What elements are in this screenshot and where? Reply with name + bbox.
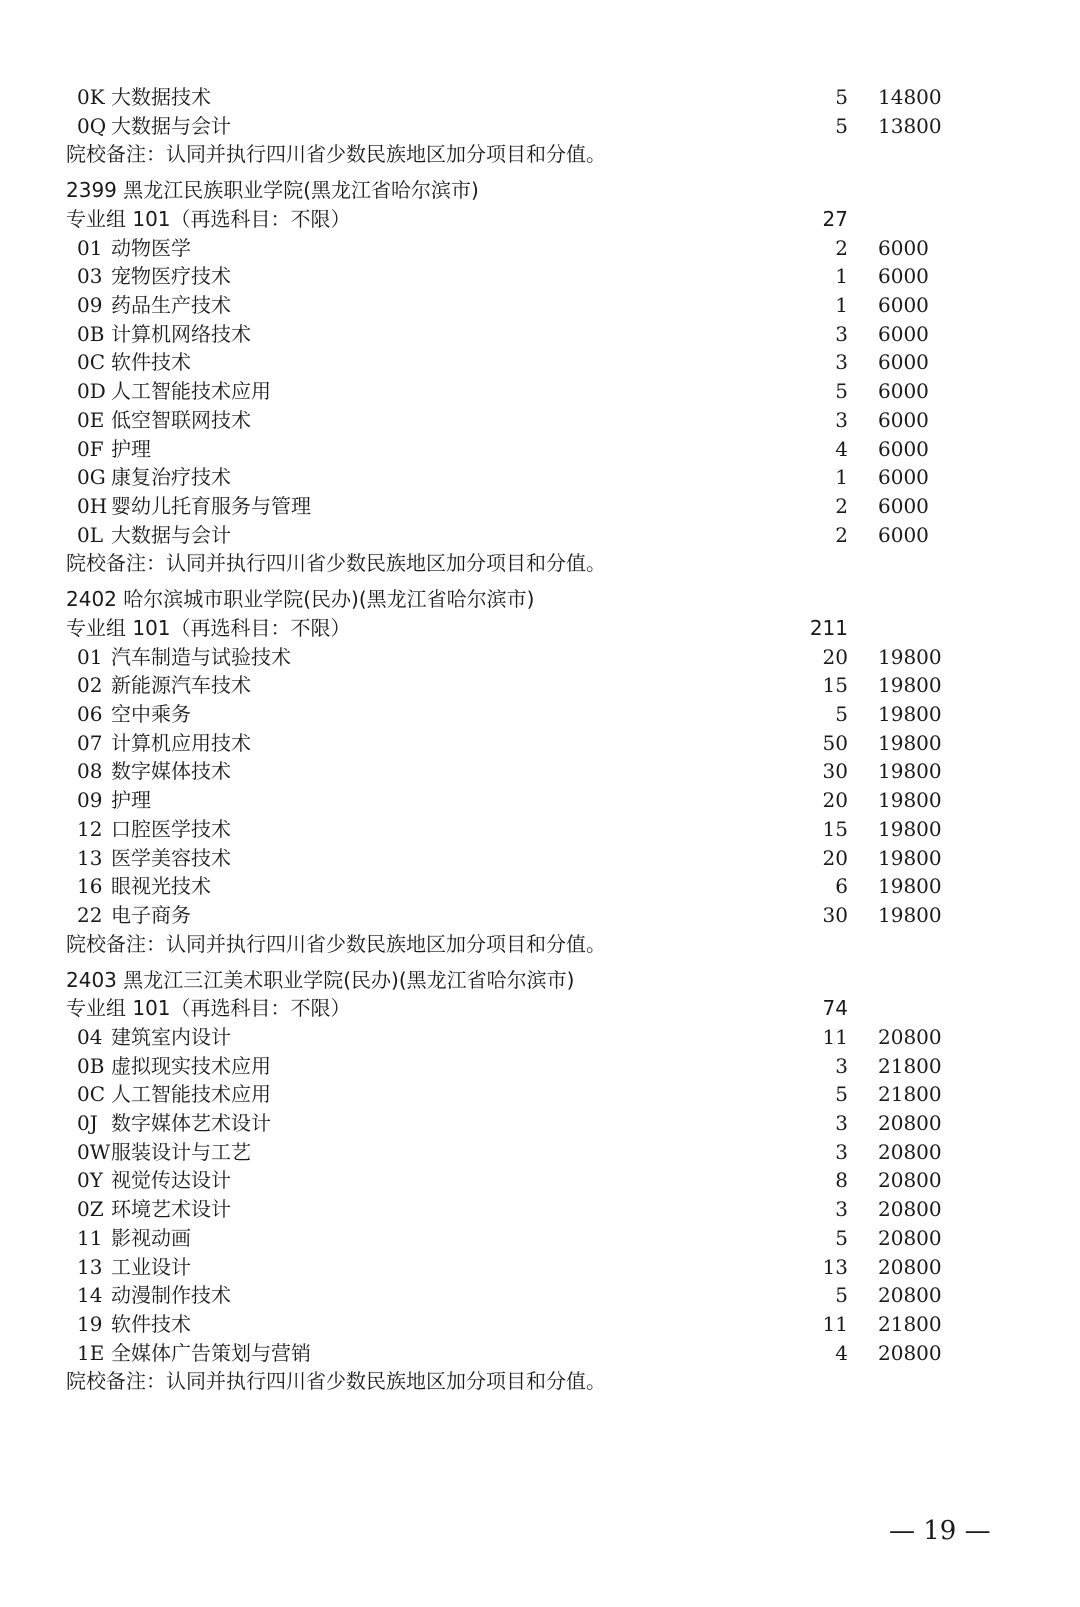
major-row (0, 901, 1080, 930)
school-note (0, 549, 1080, 578)
major-quota: 30 (822, 902, 848, 927)
major-code: 0J (77, 1111, 98, 1136)
major-name: 虚拟现实技术应用 (111, 1053, 271, 1078)
major-name: 动物医学 (111, 235, 191, 260)
major-code: 0Q (77, 113, 107, 138)
major-group-row (0, 205, 1080, 234)
major-code: 22 (77, 902, 103, 927)
major-code: 13 (77, 1254, 103, 1279)
major-row (0, 291, 1080, 320)
major-tuition: 20800 (878, 1283, 942, 1308)
major-tuition: 20800 (878, 1340, 942, 1365)
major-tuition: 20800 (878, 1024, 942, 1049)
major-code: 11 (77, 1225, 103, 1250)
major-row (0, 521, 1080, 550)
major-tuition: 19800 (878, 702, 942, 727)
school-note-label: 院校备注： (66, 142, 166, 167)
major-code: 09 (77, 788, 103, 813)
major-quota: 2 (835, 235, 848, 260)
major-name: 汽车制造与试验技术 (111, 644, 291, 669)
major-group-quota: 211 (809, 615, 848, 640)
major-quota: 3 (835, 1111, 848, 1136)
major-tuition: 19800 (878, 644, 942, 669)
major-name: 护理 (111, 436, 151, 461)
school-note-label: 院校备注： (66, 551, 166, 576)
major-row (0, 1224, 1080, 1253)
school-note-text (66, 930, 606, 959)
major-row (0, 757, 1080, 786)
major-tuition: 20800 (878, 1139, 942, 1164)
major-tuition: 6000 (878, 321, 929, 346)
major-tuition: 20800 (878, 1254, 942, 1279)
major-quota: 20 (822, 788, 848, 813)
major-row (0, 1023, 1080, 1052)
major-quota: 3 (835, 407, 848, 432)
major-code: 0W (77, 1139, 111, 1164)
school-note-content: 认同并执行四川省少数民族地区加分项目和分值。 (166, 142, 606, 167)
major-code: 0L (77, 522, 104, 547)
major-tuition: 21800 (878, 1082, 942, 1107)
major-code: 0C (77, 1082, 106, 1107)
major-tuition: 19800 (878, 874, 942, 899)
major-code: 14 (77, 1283, 103, 1308)
major-tuition: 6000 (878, 379, 929, 404)
major-group-label: 专业组 101（再选科目：不限） (66, 206, 351, 231)
major-name: 动漫制作技术 (111, 1283, 231, 1308)
school-note-content: 认同并执行四川省少数民族地区加分项目和分值。 (166, 551, 606, 576)
major-row (0, 729, 1080, 758)
major-row (0, 463, 1080, 492)
major-quota: 50 (822, 730, 848, 755)
school-note-text (66, 549, 606, 578)
major-group-label: 专业组 101（再选科目：不限） (66, 996, 351, 1021)
major-code: 13 (77, 845, 103, 870)
major-quota: 2 (835, 522, 848, 547)
major-name: 计算机网络技术 (111, 321, 251, 346)
major-group-label: 专业组 101（再选科目：不限） (66, 615, 351, 640)
major-code: 0G (77, 465, 106, 490)
school-note (0, 140, 1080, 169)
major-quota: 3 (835, 350, 848, 375)
major-code: 06 (77, 702, 103, 727)
major-quota: 1 (835, 465, 848, 490)
major-name: 数字媒体技术 (111, 759, 231, 784)
major-code: 0Z (77, 1197, 104, 1222)
major-row (0, 377, 1080, 406)
major-tuition: 19800 (878, 759, 942, 784)
major-name: 建筑室内设计 (111, 1024, 231, 1049)
major-quota: 3 (835, 321, 848, 346)
major-tuition: 21800 (878, 1311, 942, 1336)
major-row (0, 1166, 1080, 1195)
school-heading (0, 966, 1080, 995)
major-code: 01 (77, 235, 103, 260)
major-quota: 1 (835, 293, 848, 318)
major-tuition: 19800 (878, 673, 942, 698)
major-row (0, 320, 1080, 349)
major-name: 空中乘务 (111, 702, 191, 727)
major-name: 环境艺术设计 (111, 1197, 231, 1222)
major-tuition: 20800 (878, 1225, 942, 1250)
major-row (0, 1310, 1080, 1339)
major-quota: 20 (822, 845, 848, 870)
major-row (0, 844, 1080, 873)
major-code: 07 (77, 730, 103, 755)
major-quota: 11 (822, 1311, 848, 1336)
major-quota: 30 (822, 759, 848, 784)
major-row (0, 1138, 1080, 1167)
major-name: 新能源汽车技术 (111, 673, 251, 698)
major-tuition: 19800 (878, 845, 942, 870)
major-code: 01 (77, 644, 103, 669)
major-row (0, 348, 1080, 377)
school-note-label: 院校备注： (66, 931, 166, 956)
major-tuition: 20800 (878, 1168, 942, 1193)
school-note-content: 认同并执行四川省少数民族地区加分项目和分值。 (166, 931, 606, 956)
major-name: 人工智能技术应用 (111, 1082, 271, 1107)
major-tuition: 6000 (878, 493, 929, 518)
major-quota: 5 (835, 85, 848, 109)
major-row (0, 1109, 1080, 1138)
major-name: 宠物医疗技术 (111, 264, 231, 289)
major-name: 医学美容技术 (111, 845, 231, 870)
major-quota: 6 (835, 874, 848, 899)
major-quota: 20 (822, 644, 848, 669)
major-name: 全媒体广告策划与营销 (111, 1340, 311, 1365)
major-row (0, 872, 1080, 901)
major-row (0, 492, 1080, 521)
major-quota: 5 (835, 1225, 848, 1250)
school-heading (0, 585, 1080, 614)
major-code: 0Y (77, 1168, 103, 1193)
school-note-text (66, 1367, 606, 1396)
major-group-quota: 74 (822, 996, 848, 1021)
major-tuition: 6000 (878, 235, 929, 260)
major-code: 02 (77, 673, 103, 698)
major-code: 08 (77, 759, 103, 784)
school-heading (0, 176, 1080, 205)
major-row (0, 435, 1080, 464)
school-note (0, 1367, 1080, 1396)
major-name: 人工智能技术应用 (111, 379, 271, 404)
major-tuition: 6000 (878, 522, 929, 547)
major-quota: 13 (822, 1254, 848, 1279)
major-quota: 8 (835, 1168, 848, 1193)
major-row (0, 786, 1080, 815)
major-tuition: 19800 (878, 788, 942, 813)
major-tuition: 6000 (878, 264, 929, 289)
major-tuition: 13800 (878, 113, 942, 138)
major-tuition: 19800 (878, 816, 942, 841)
major-quota: 5 (835, 702, 848, 727)
major-code: 0E (77, 407, 105, 432)
major-name: 视觉传达设计 (111, 1168, 231, 1193)
major-tuition: 14800 (878, 85, 942, 109)
major-name: 软件技术 (111, 350, 191, 375)
major-tuition: 20800 (878, 1197, 942, 1222)
major-tuition: 6000 (878, 465, 929, 490)
major-quota: 11 (822, 1024, 848, 1049)
major-row (0, 1339, 1080, 1368)
major-quota: 4 (835, 436, 848, 461)
school-note-content: 认同并执行四川省少数民族地区加分项目和分值。 (166, 1369, 606, 1394)
major-row (0, 112, 1080, 141)
major-group-quota: 27 (822, 206, 848, 231)
major-row (0, 815, 1080, 844)
major-row (0, 1195, 1080, 1224)
major-code: 1E (77, 1340, 105, 1365)
major-code: 03 (77, 264, 103, 289)
major-code: 16 (77, 874, 103, 899)
major-row (0, 1281, 1080, 1310)
major-quota: 1 (835, 264, 848, 289)
major-code: 0H (77, 493, 108, 518)
major-name: 大数据技术 (111, 85, 211, 109)
major-quota: 3 (835, 1197, 848, 1222)
major-code: 04 (77, 1024, 103, 1049)
major-code: 19 (77, 1311, 103, 1336)
major-name: 大数据与会计 (111, 522, 231, 547)
major-quota: 5 (835, 1082, 848, 1107)
major-quota: 4 (835, 1340, 848, 1365)
school-name: 2402 哈尔滨城市职业学院(民办)(黑龙江省哈尔滨市) (66, 587, 535, 612)
major-name: 药品生产技术 (111, 293, 231, 318)
major-row (0, 1080, 1080, 1109)
major-name: 服装设计与工艺 (111, 1139, 251, 1164)
major-name: 软件技术 (111, 1311, 191, 1336)
school-note-label: 院校备注： (66, 1369, 166, 1394)
major-quota: 2 (835, 493, 848, 518)
major-row (0, 643, 1080, 672)
major-name: 康复治疗技术 (111, 465, 231, 490)
major-quota: 3 (835, 1139, 848, 1164)
major-row (0, 1052, 1080, 1081)
major-code: 09 (77, 293, 103, 318)
school-note (0, 930, 1080, 959)
major-tuition: 19800 (878, 730, 942, 755)
major-row (0, 700, 1080, 729)
major-name: 影视动画 (111, 1225, 191, 1250)
major-name: 计算机应用技术 (111, 730, 251, 755)
major-code: 0C (77, 350, 106, 375)
major-quota: 15 (822, 673, 848, 698)
major-code: 0B (77, 321, 105, 346)
major-name: 眼视光技术 (111, 874, 211, 899)
major-group-row (0, 994, 1080, 1023)
school-note-text (66, 140, 606, 169)
major-row (0, 406, 1080, 435)
page-number: — 19 — (889, 1516, 991, 1546)
major-tuition: 20800 (878, 1111, 942, 1136)
major-name: 低空智联网技术 (111, 407, 251, 432)
major-quota: 3 (835, 1053, 848, 1078)
major-name: 数字媒体艺术设计 (111, 1111, 271, 1136)
school-name: 2403 黑龙江三江美术职业学院(民办)(黑龙江省哈尔滨市) (66, 967, 575, 992)
major-name: 工业设计 (111, 1254, 191, 1279)
major-tuition: 6000 (878, 293, 929, 318)
major-code: 0K (77, 85, 105, 109)
major-code: 0B (77, 1053, 105, 1078)
major-group-row (0, 614, 1080, 643)
major-row (0, 1253, 1080, 1282)
major-row (0, 234, 1080, 263)
major-row (0, 83, 1080, 112)
major-tuition: 6000 (878, 436, 929, 461)
major-row (0, 671, 1080, 700)
major-quota: 5 (835, 113, 848, 138)
major-name: 大数据与会计 (111, 113, 231, 138)
major-name: 护理 (111, 788, 151, 813)
major-code: 0F (77, 436, 104, 461)
major-code: 0D (77, 379, 106, 404)
major-tuition: 21800 (878, 1053, 942, 1078)
major-tuition: 6000 (878, 407, 929, 432)
major-name: 口腔医学技术 (111, 816, 231, 841)
major-code: 12 (77, 816, 103, 841)
school-name: 2399 黑龙江民族职业学院(黑龙江省哈尔滨市) (66, 178, 479, 203)
major-row (0, 262, 1080, 291)
major-tuition: 19800 (878, 902, 942, 927)
major-quota: 5 (835, 1283, 848, 1308)
major-quota: 5 (835, 379, 848, 404)
major-name: 电子商务 (111, 902, 191, 927)
major-tuition: 6000 (878, 350, 929, 375)
major-quota: 15 (822, 816, 848, 841)
major-name: 婴幼儿托育服务与管理 (111, 493, 311, 518)
